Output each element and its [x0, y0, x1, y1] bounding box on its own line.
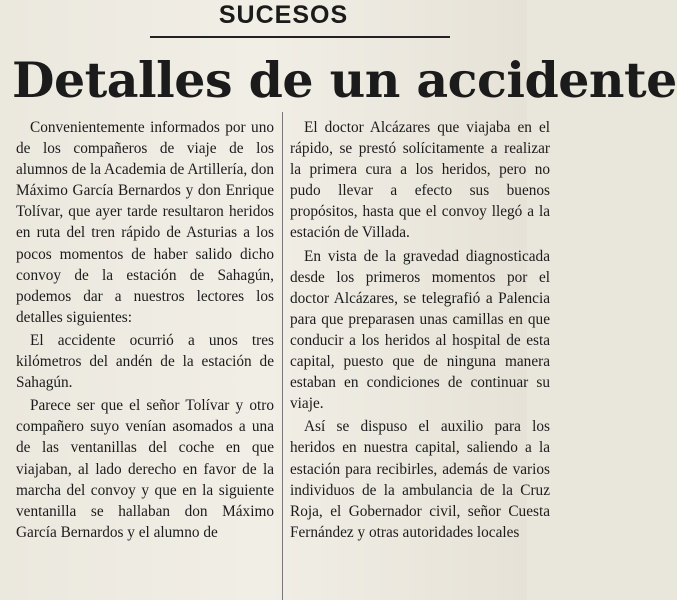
article-paragraph: Parece ser que el señor Tolívar y otro compañero suyo venían asomados a una de las ventanillas del coche en que viajaban, al lado derecho en favor de la marcha del convoy y que en la siguiente ventanilla se hallaban don Máximo García Bernardos y el alumno de [16, 397, 274, 541]
article-column-left [16, 117, 274, 543]
article-paragraph: Así se dispuso el auxilio para los heridos en nuestra capital, saliendo a la estación para recibirles, además de varios individuos de la ambulancia de la Cruz Roja, el Gobernador civil, señor Cuesta Fernández y otras autoridades locales [290, 418, 550, 541]
section-title [0, 0, 527, 30]
article-paragraph: En vista de la gravedad diagnosticada desde los primeros momentos por el doctor Alcázares, se telegrafió a Palencia para que preparasen unas camillas en que conducir a los heridos al hospital de esta capital, puesto que de ninguna manera estaban en condiciones de continuar su viaje. [290, 247, 550, 413]
section-rule [150, 36, 450, 38]
article-paragraph: Convenientemente informados por uno de los compañeros de viaje de los alumnos de la Academia de Artillería, don Máximo García Bernardos y don Enrique Tolívar, que ayer tarde resultaron heridos en ruta del tren rápido de Asturias a los pocos momentos de haber salido dicho convoy de la estación de Sahagún, podemos dar a nuestros lectores los detalles siguientes: [16, 119, 274, 326]
article-paragraph: El accidente ocurrió a unos tres kilómetros del andén de la estación de Sahagún. [16, 331, 274, 392]
section-title-text: SUCESOS [218, 1, 349, 29]
article-column-right [290, 117, 550, 543]
article-paragraph: El doctor Alcázares que viajaba en el rápido, se prestó solícitamente a realizar la primera cura a los heridos, pero no pudo llevar a efecto sus buenos propósitos, hasta que el convoy llegó a la estación de Villada. [290, 119, 550, 242]
headline: Detalles de un accidente [12, 51, 677, 109]
column-divider [282, 112, 283, 600]
